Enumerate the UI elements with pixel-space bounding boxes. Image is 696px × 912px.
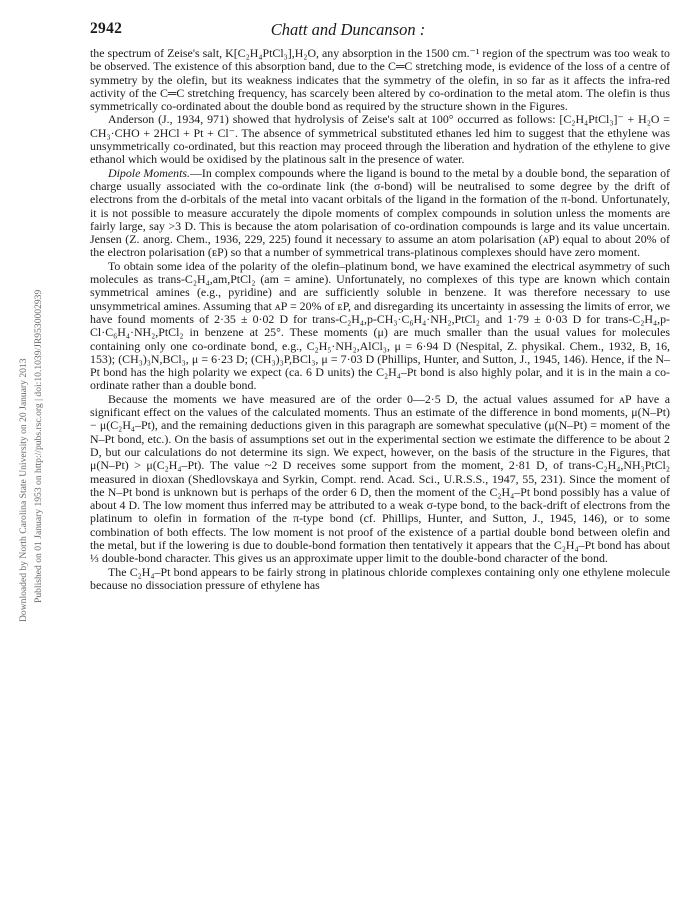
paragraph-1: the spectrum of Zeise's salt, K[C₂H₄PtCl₃],H₂O, any absorption in the 1500 cm.⁻¹ region of the spectrum was too weak to be observed. The existence of this absorption band, due to the C═C stretching mode, is evidence of the loss of a centre of symmetry by the olefin, but its weakness indicates that the symmetry of the olefin, in so far as it affects the infra-red activity of the C═C stretching frequency, has scarcely been altered by co-ordination to the metal atom. The olefin is thus symmetrically co-ordinated about the double bond as required by the structure shown in the Figures. (90, 46, 670, 114)
published-note[interactable]: Published on 01 January 1953 on http://pubs.rsc.org | doi:10.1039/JR9530002939 (33, 289, 44, 603)
paragraph-2: Anderson (J., 1934, 971) showed that hydrolysis of Zeise's salt at 100° occurred as follows: [C₂H₄PtCl₃]⁻ + H₂O = CH₃·CHO + 2HCl + Pt + Cl⁻. The absence of symmetrical substituted ethanes led him to suggest that the ethylene was unsymmetrically co-ordinated, but this reaction may proceed through the liberation and hydration of the ethylene to give ethanol which would be oxidised by the platinous salt in the presence of water. (90, 112, 670, 167)
running-title: Chatt and Duncanson : (270, 20, 426, 39)
section-heading-dipole-moments: Dipole Moments. (108, 165, 190, 180)
article-body (90, 47, 670, 592)
paragraph-3 (90, 167, 670, 260)
paragraph-6: The C₂H₄–Pt bond appears to be fairly strong in platinous chloride complexes containing only one ethylene molecule because no dissociation pressure of ethylene has (90, 564, 670, 592)
paragraph-3-text: —In complex compounds where the ligand is bound to the metal by a double bond, the separation of charge usually associated with the co-ordinate link (the σ-bond) will be neutralised to some degree by the drift of electrons from the d-orbitals of the metal into vacant orbitals of the ligand in the formation of the π-bond. Unfortunately, it is not possible to measure accurately the dipole moments of complex compounds in solution unless the moments are fairly large, say >3 D. This is because the atom polarisation of co-ordination compounds is large and its value uncertain. Jensen (Z. anorg. Chem., 1936, 229, 225) found it necessary to assume an atom polarisation (ᴀP) equal to about 20% of the electron polarisation (ᴇP) so that a number of symmetrical trans-platinous complexes should have zero moment. (90, 165, 670, 260)
page-number: 2942 (90, 20, 123, 37)
paragraph-5: Because the moments we have measured are of the order 0—2·5 D, the actual values assumed for ᴀP have a significant effect on the values of the calculated moments. Thus an estimate of the difference in bond moments, μ(N–Pt) − μ(C₂H₄–Pt), and the remaining deductions given in this paragraph are somewhat speculative (μ(N–Pt) = moment of the N–Pt bond, etc.). On the basis of assumptions set out in the experimental section we estimate the difference to be about 2 D, but our calculations do not determine its sign. We expect, however, on the basis of the structure in the Figures, that μ(N–Pt) > μ(C₂H₄–Pt). The value ~2 D receives some support from the moment, 2·81 D, of trans-C₂H₄,NH₃PtCl₂ measured in dioxan (Shedlovskaya and Syrkin, Compt. rend. Acad. Sci., U.R.S.S., 1947, 55, 231). Since the moment of the N–Pt bond is unknown but is perhaps of the order 6 D, then the moment of the C₂H₄–Pt bond possibly has a value of about 4 D. The low moment thus inferred may be attributed to a weak σ-type bond, to the back-drift of electrons from the platinum to olefin in formation of the π-type bond (cf. Phillips, Hunter, and Sutton, J., 1945, 146), or to some combination of both effects. The low moment is not proof of the existence of a partial double bond between olefin and the metal, but if the lowering is due to double-bond formation then tentatively it appears that the C₂H₄–Pt bond has about ⅓ double-bond character. This gives us an approximate upper limit to the double-bond character of the bond. (90, 391, 670, 566)
paragraph-4: To obtain some idea of the polarity of the olefin–platinum bond, we have examined the electrical asymmetry of such molecules as trans-C₂H₄,am,PtCl₂ (am = amine). Unfortunately, no complexes of this type are known which contain symmetrical amines (e.g., pyridine) and are sufficiently soluble in benzene. It was therefore necessary to use unsymmetrical amines. Assuming that ᴀP = 20% of ᴇP, and disregarding its uncertainty in assessing the limits of error, we have found moments of 2·35 ± 0·02 D for trans-C₂H₄,p-CH₃·C₆H₄·NH₂,PtCl₂ and 1·79 ± 0·03 D for trans-C₂H₄,p-Cl·C₆H₄·NH₂,PtCl₂ in benzene at 25°. These moments (μ) are much smaller than the usual values for molecules containing only one co-ordinate bond, e.g., C₂H₅·NH₂,AlCl₃, μ = 6·94 D (Nespital, Z. physikal. Chem., 1932, B, 16, 153); (CH₃)₃N,BCl₃, μ = 6·23 D; (CH₃)₃P,BCl₃, μ = 7·03 D (Phillips, Hunter, and Sutton, J., 1945, 146). Hence, if the N–Pt bond has the high polarity we expect (ca. 6 D units) the C₂H₄–Pt bond is also highly polar, and it is in the main a co-ordinate rather than a double bond. (90, 258, 670, 393)
downloaded-note: Downloaded by North Carolina State University on 20 January 2013 (18, 358, 29, 622)
